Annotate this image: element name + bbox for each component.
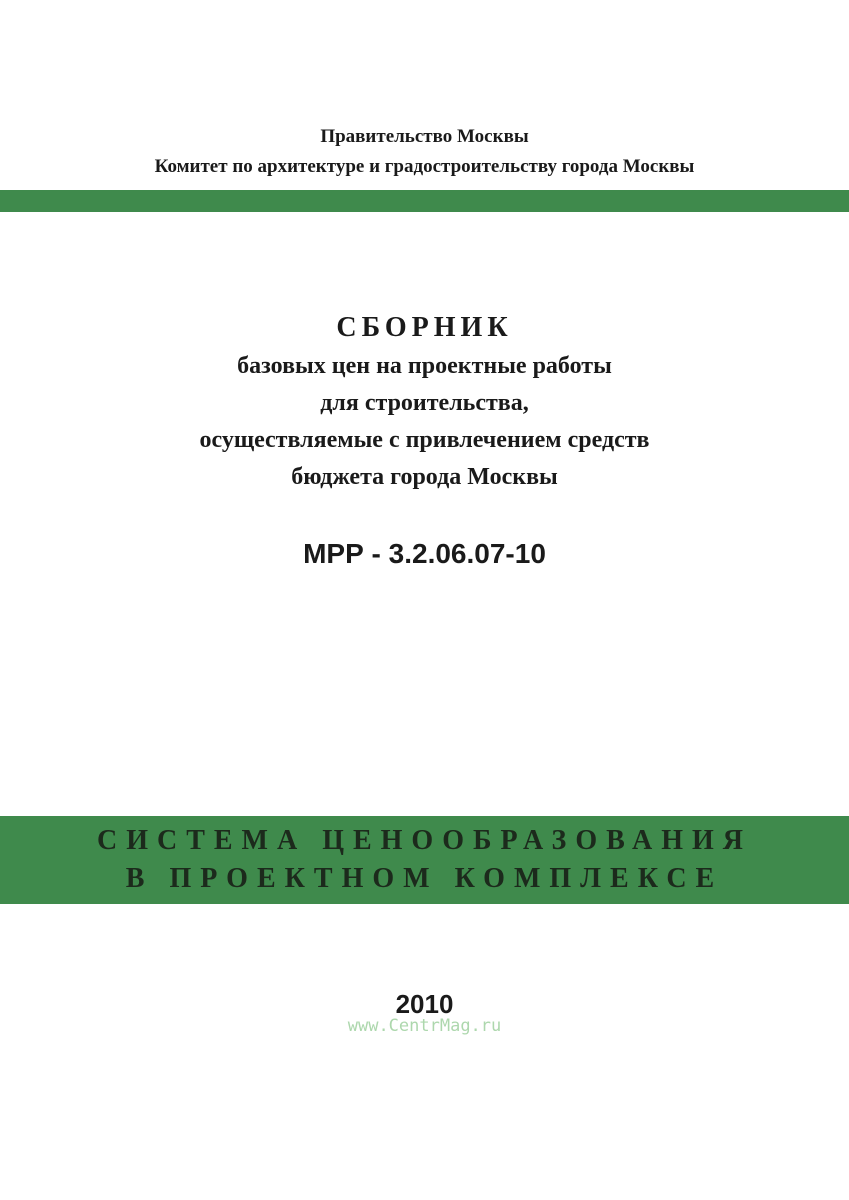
document-code: МРР - 3.2.06.07-10	[303, 538, 546, 569]
government-name: Правительство Москвы	[320, 126, 529, 147]
series-banner	[0, 816, 849, 904]
header-block	[0, 122, 849, 182]
series-banner-line-1: СИСТЕМА ЦЕНООБРАЗОВАНИЯ	[96, 825, 753, 856]
subtitle-line-1: базовых цен на проектные работы	[237, 353, 612, 379]
subtitle-line-2: для строительства,	[320, 390, 529, 416]
committee-name: Комитет по архитектуре и градостроительству города Москвы	[154, 156, 695, 177]
series-banner-line-2: В ПРОЕКТНОМ КОМПЛЕКСЕ	[125, 863, 724, 894]
document-title: СБОРНИК	[336, 312, 513, 343]
green-divider	[0, 190, 849, 212]
subtitle-line-4: бюджета города Москвы	[291, 464, 558, 490]
title-block	[0, 308, 849, 496]
watermark: www.CentrMag.ru	[347, 1016, 502, 1036]
subtitle-line-3: осуществляемые с привлечением средств	[199, 427, 650, 453]
publication-year: 2010	[395, 989, 454, 1019]
